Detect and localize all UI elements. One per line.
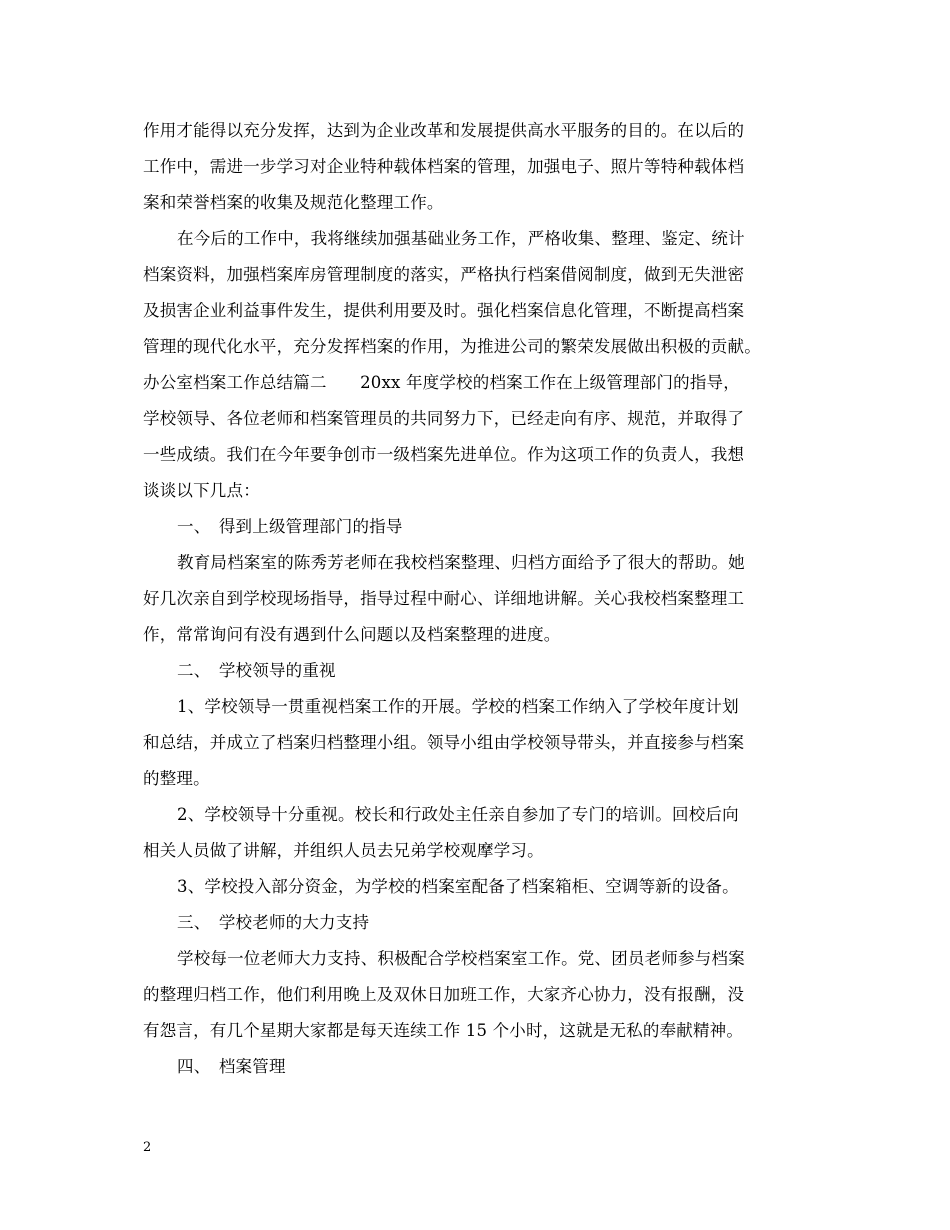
text-line: 工作中，需进一步学习对企业特种载体档案的管理，加强电子、照片等特种载体档 — [143, 157, 745, 176]
paragraph-start: 教育局档案室的陈秀芳老师在我校档案整理、归档方面给予了很大的帮助。她 — [177, 553, 745, 572]
text-line: 的整理。 — [143, 769, 210, 788]
text-line: 学校领导、各位老师和档案管理员的共同努力下，已经走向有序、规范，并取得了 — [143, 409, 745, 428]
text-line: 案和荣誉档案的收集及规范化整理工作。 — [143, 193, 444, 212]
text-line: 和总结，并成立了档案归档整理小组。领导小组由学校领导带头，并直接参与档案 — [143, 733, 745, 752]
subheading-4: 四、 档案管理 — [177, 1057, 286, 1076]
paragraph-start: 学校每一位老师大力支持、积极配合学校档案室工作。党、团员老师参与档案 — [177, 949, 745, 968]
text-line: 作用才能得以充分发挥，达到为企业改革和发展提供高水平服务的目的。在以后的 — [143, 121, 745, 140]
text-line: 有怨言，有几个星期大家都是每天连续工作 15 个小时，这就是无私的奉献精神。 — [143, 1021, 744, 1040]
section-heading-line: 办公室档案工作总结篇二 20xx 年度学校的档案工作在上级管理部门的指导， — [143, 373, 740, 392]
subheading-1: 一、 得到上级管理部门的指导 — [177, 517, 403, 536]
paragraph-start: 2、学校领导十分重视。校长和行政处主任亲自参加了专门的培训。回校后向 — [177, 805, 739, 824]
paragraph-start: 1、学校领导一贯重视档案工作的开展。学校的档案工作纳入了学校年度计划 — [177, 697, 739, 716]
paragraph-start: 在今后的工作中，我将继续加强基础业务工作，严格收集、整理、鉴定、统计 — [177, 229, 745, 248]
subheading-3: 三、 学校老师的大力支持 — [177, 913, 370, 932]
paragraph-start: 3、学校投入部分资金，为学校的档案室配备了档案箱柜、空调等新的设备。 — [177, 877, 739, 896]
text-line: 管理的现代化水平，充分发挥档案的作用，为推进公司的繁荣发展做出积极的贡献。 — [143, 337, 761, 356]
text-line: 及损害企业利益事件发生，提供利用要及时。强化档案信息化管理，不断提高档案 — [143, 301, 745, 320]
text-line: 的整理归档工作，他们利用晚上及双休日加班工作，大家齐心协力，没有报酬，没 — [143, 985, 745, 1004]
text-line: 谈谈以下几点： — [143, 481, 260, 500]
text-line: 档案资料，加强档案库房管理制度的落实，严格执行档案借阅制度，做到无失泄密 — [143, 265, 745, 284]
text-line: 好几次亲自到学校现场指导，指导过程中耐心、详细地讲解。关心我校档案整理工 — [143, 589, 745, 608]
text-line: 作，常常询问有没有遇到什么问题以及档案整理的进度。 — [143, 625, 561, 644]
subheading-2: 二、 学校领导的重视 — [177, 661, 336, 680]
text-line: 一些成绩。我们在今年要争创市一级档案先进单位。作为这项工作的负责人，我想 — [143, 445, 745, 464]
page-number: 2 — [143, 1140, 152, 1155]
text-line: 相关人员做了讲解，并组织人员去兄弟学校观摩学习。 — [143, 841, 544, 860]
